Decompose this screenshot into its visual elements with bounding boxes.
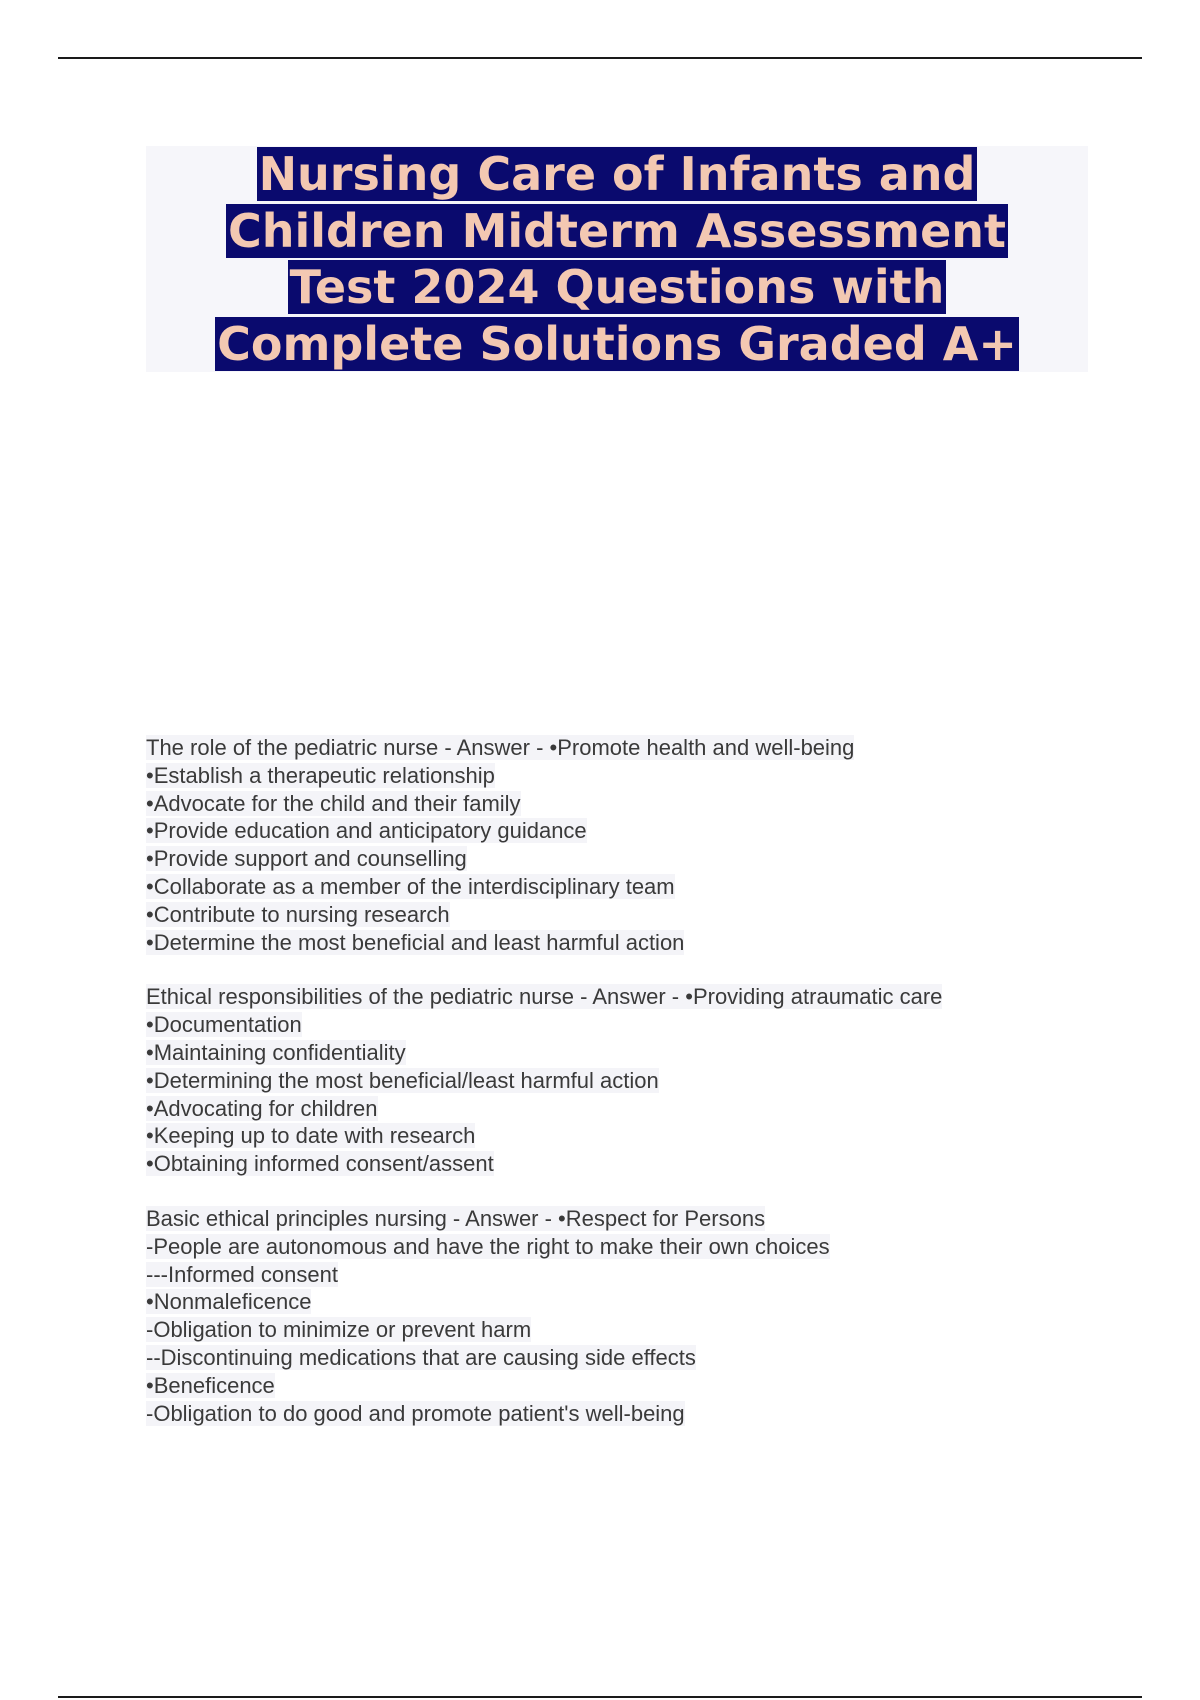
qa-line: •Collaborate as a member of the interdisciplinary team	[146, 873, 675, 899]
qa-line: The role of the pediatric nurse - Answer - •Promote health and well-being	[146, 735, 855, 760]
qa-line: •Beneficence	[146, 1372, 275, 1398]
title-line: Nursing Care of Infants and	[258, 147, 976, 201]
qa-line: •Advocating for children	[146, 1095, 378, 1121]
qa-line: •Documentation	[146, 1012, 302, 1038]
qa-line: •Contribute to nursing research	[146, 901, 450, 927]
qa-line: -People are autonomous and have the right to make their own choices	[146, 1233, 830, 1259]
qa-line: •Provide support and counselling	[146, 846, 467, 872]
qa-line: ---Informed consent	[146, 1261, 338, 1287]
qa-line: -Obligation to do good and promote patient's well-being	[146, 1400, 685, 1426]
qa-line: Basic ethical principles nursing - Answer - •Respect for Persons	[146, 1205, 766, 1231]
qa-line: •Nonmaleficence	[146, 1289, 312, 1315]
title-line: Test 2024 Questions with	[289, 260, 945, 314]
qa-block-basic-ethical-principles	[146, 1205, 1146, 1427]
document-title	[146, 146, 1088, 372]
qa-line: •Advocate for the child and their family	[146, 790, 521, 816]
document-body	[146, 734, 1146, 1454]
qa-line: Ethical responsibilities of the pediatric nurse - Answer - •Providing atraumatic care	[146, 984, 943, 1010]
bottom-rule	[58, 1696, 1142, 1698]
qa-line: •Provide education and anticipatory guidance	[146, 818, 587, 844]
qa-block-ethical-responsibilities	[146, 983, 1146, 1178]
title-line: Complete Solutions Graded A+	[217, 316, 1017, 371]
qa-line: -Obligation to minimize or prevent harm	[146, 1317, 532, 1343]
qa-line: •Determining the most beneficial/least harmful action	[146, 1067, 659, 1093]
qa-line: •Obtaining informed consent/assent	[146, 1151, 494, 1177]
qa-line: •Determine the most beneficial and least harmful action	[146, 929, 685, 955]
qa-line: •Maintaining confidentiality	[146, 1039, 406, 1065]
qa-block-pediatric-nurse-role	[146, 734, 1146, 956]
title-line: Children Midterm Assessment	[227, 203, 1007, 258]
qa-line: --Discontinuing medications that are causing side effects	[146, 1344, 696, 1370]
qa-line: •Keeping up to date with research	[146, 1123, 476, 1149]
qa-line: •Establish a therapeutic relationship	[146, 762, 495, 788]
top-rule	[58, 57, 1142, 59]
